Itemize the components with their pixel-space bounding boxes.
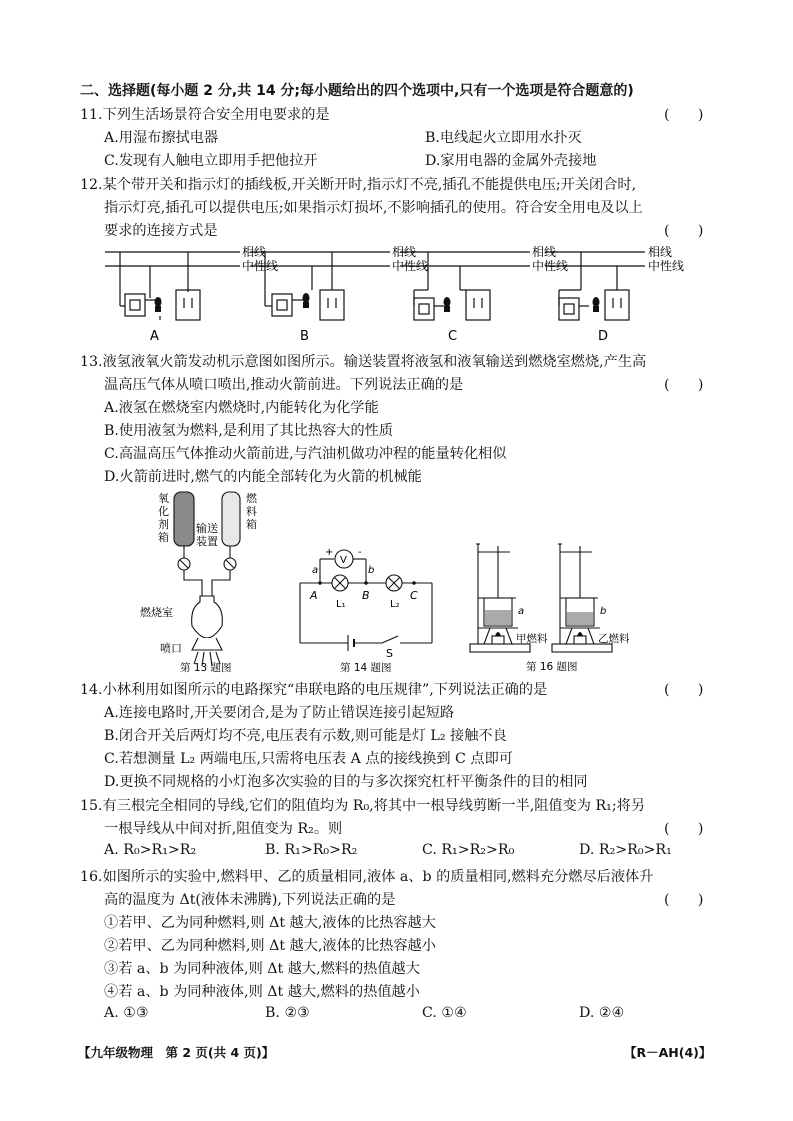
q14-stem: 14.小林利用如图所示的电路探究“串联电路的电压规律”,下列说法正确的是: [80, 682, 548, 698]
fig14-lamp-l1: L₁: [336, 599, 346, 610]
q16-statement-4: ④若 a、b 为同种液体,则 Δt 越大,燃料的热值越小: [104, 984, 420, 1000]
q15-option-b: B. R₁>R₀>R₂: [265, 842, 358, 858]
fig13-rocket-engine: [140, 488, 275, 673]
q16-option-d: D. ②④: [579, 1005, 625, 1021]
q14-option-a: A.连接电路时,开关要闭合,是为了防止错误连接引起短路: [104, 705, 455, 721]
q16-line1: 16.如图所示的实验中,燃料甲、乙的质量相同,液体 a、b 的质量相同,燃料充分燃尽后液体升: [80, 869, 654, 885]
q12-c-live-label: 相线: [532, 245, 557, 259]
fig14-point-a: A: [310, 589, 318, 602]
q11-paren: ( ): [664, 107, 704, 123]
q14-option-d: D.更换不同规格的小灯泡多次实验的目的与多次探究杠杆平衡条件的目的相同: [104, 774, 588, 790]
q13-option-a: A.液氢在燃烧室内燃烧时,内能转化为化学能: [104, 400, 379, 416]
q13-line2: 温高压气体从喷口喷出,推动火箭前进。下列说法正确的是: [104, 377, 464, 393]
q12-b-neutral-label: 中性线: [392, 259, 429, 273]
q13-option-c: C.高温高压气体推动火箭前进,与汽油机做功冲程的能量转化相似: [104, 446, 507, 462]
q11-stem: 11.下列生活场景符合安全用电要求的是: [80, 107, 330, 123]
fig13-chamber-label: 燃烧室: [140, 606, 173, 619]
q16-statement-2: ②若甲、乙为同种燃料,则 Δt 越大,液体的比热容越小: [104, 938, 436, 954]
fig14-voltmeter-symbol: V: [340, 555, 347, 566]
fig16-heating-experiment: [462, 540, 632, 673]
footer-left: 【九年级物理 第 2 页(共 4 页)】: [78, 1045, 275, 1060]
q12-d-neutral-label: 中性线: [648, 259, 685, 273]
fig13-oxidizer-label: 氧化剂箱: [158, 492, 169, 544]
fig14-point-b: B: [362, 589, 370, 602]
fig13-fuel-label: 燃料箱: [246, 492, 257, 531]
q12-label-b: B: [300, 329, 309, 344]
fig14-plus: +: [325, 547, 334, 558]
q12-d-live-label: 相线: [648, 245, 673, 259]
q11-option-a: A.用湿布擦拭电器: [104, 130, 219, 146]
q16-line2: 高的温度为 Δt(液体未沸腾),下列说法正确的是: [104, 892, 396, 908]
fig13-transport-label: 输送装置: [196, 522, 218, 548]
q13-option-b: B.使用液氢为燃料,是利用了其比热容大的性质: [104, 423, 394, 439]
q15-line1: 15.有三根完全相同的导线,它们的阻值均为 R₀,将其中一根导线剪断一半,阻值变为 R₁;将另: [80, 798, 646, 814]
q13-paren: ( ): [664, 377, 704, 393]
q12-diagram-a: [105, 252, 240, 320]
q16-option-b: B. ②③: [265, 1005, 310, 1021]
q13-line1: 13.液氢液氧火箭发动机示意图如图所示。输送装置将液氢和液氧输送到燃烧室燃烧,产生高: [80, 354, 647, 370]
fig14-switch-s: S: [386, 647, 393, 660]
fig16-caption: 第 16 题图: [526, 661, 578, 673]
fig14-caption: 第 14 题图: [340, 662, 392, 673]
q12-c-neutral-label: 中性线: [532, 259, 569, 273]
q12-b-live-label: 相线: [392, 245, 417, 259]
fig16-fuel-2: 乙燃料: [598, 633, 630, 645]
fig14-point-c: C: [410, 589, 418, 602]
fig16-liquid-a: a: [518, 606, 525, 617]
q15-line2: 一根导线从中间对折,阻值变为 R₂。则: [104, 821, 343, 837]
q12-label-c: C: [448, 329, 458, 344]
q15-option-a: A. R₀>R₁>R₂: [104, 842, 197, 858]
q16-option-c: C. ①④: [422, 1005, 467, 1021]
fig13-caption: 第 13 题图: [180, 662, 232, 673]
fig13-nozzle-label: 喷口: [160, 642, 182, 655]
q16-statement-1: ①若甲、乙为同种燃料,则 Δt 越大,液体的比热容越大: [104, 915, 436, 931]
q15-paren: ( ): [664, 821, 704, 837]
fig14-label-b-lower: b: [368, 565, 375, 576]
fig14-lamp-l2: L₂: [390, 599, 400, 610]
q15-option-d: D. R₂>R₀>R₁: [579, 842, 672, 858]
q12-line2: 指示灯亮,插孔可以提供电压;如果指示灯损坏,不影响插孔的使用。符合安全用电及以上: [104, 200, 643, 216]
q14-option-c: C.若想测量 L₂ 两端电压,只需将电压表 A 点的接线换到 C 点即可: [104, 751, 513, 767]
fig16-liquid-b: b: [600, 606, 607, 617]
q15-option-c: C. R₁>R₂>R₀: [422, 842, 515, 858]
footer-right: 【R－AH(4)】: [624, 1045, 712, 1060]
fig14-minus: -: [358, 547, 362, 558]
q14-paren: ( ): [664, 682, 704, 698]
q12-line1: 12.某个带开关和指示灯的插线板,开关断开时,指示灯不亮,插孔不能提供电压;开关闭合时,: [80, 177, 637, 193]
q13-option-d: D.火箭前进时,燃气的内能全部转化为火箭的机械能: [104, 469, 422, 485]
section-title: 二、选择题(每小题 2 分,共 14 分;每小题给出的四个选项中,只有一个选项是符合题意的): [80, 83, 634, 99]
q12-a-neutral-label: 中性线: [242, 259, 279, 273]
q12-label-d: D: [598, 329, 609, 344]
q12-socket-diagrams: [100, 240, 700, 346]
fig16-fuel-1: 甲燃料: [516, 633, 548, 645]
q16-paren: ( ): [664, 892, 704, 908]
q11-option-b: B.电线起火立即用水扑灭: [425, 130, 582, 146]
q16-option-a: A. ①③: [104, 1005, 149, 1021]
q12-paren: ( ): [664, 223, 704, 239]
q16-statement-3: ③若 a、b 为同种液体,则 Δt 越大,燃料的热值越大: [104, 961, 420, 977]
q12-line3: 要求的连接方式是: [104, 223, 218, 239]
q11-option-c: C.发现有人触电立即用手把他拉开: [104, 153, 318, 169]
q12-label-a: A: [150, 329, 159, 344]
q14-option-b: B.闭合开关后两灯均不亮,电压表有示数,则可能是灯 L₂ 接触不良: [104, 728, 507, 744]
q12-a-live-label: 相线: [242, 245, 267, 259]
fig14-label-a-lower: a: [312, 565, 319, 576]
q11-option-d: D.家用电器的金属外壳接地: [425, 153, 597, 169]
fig14-series-circuit: [292, 543, 442, 673]
